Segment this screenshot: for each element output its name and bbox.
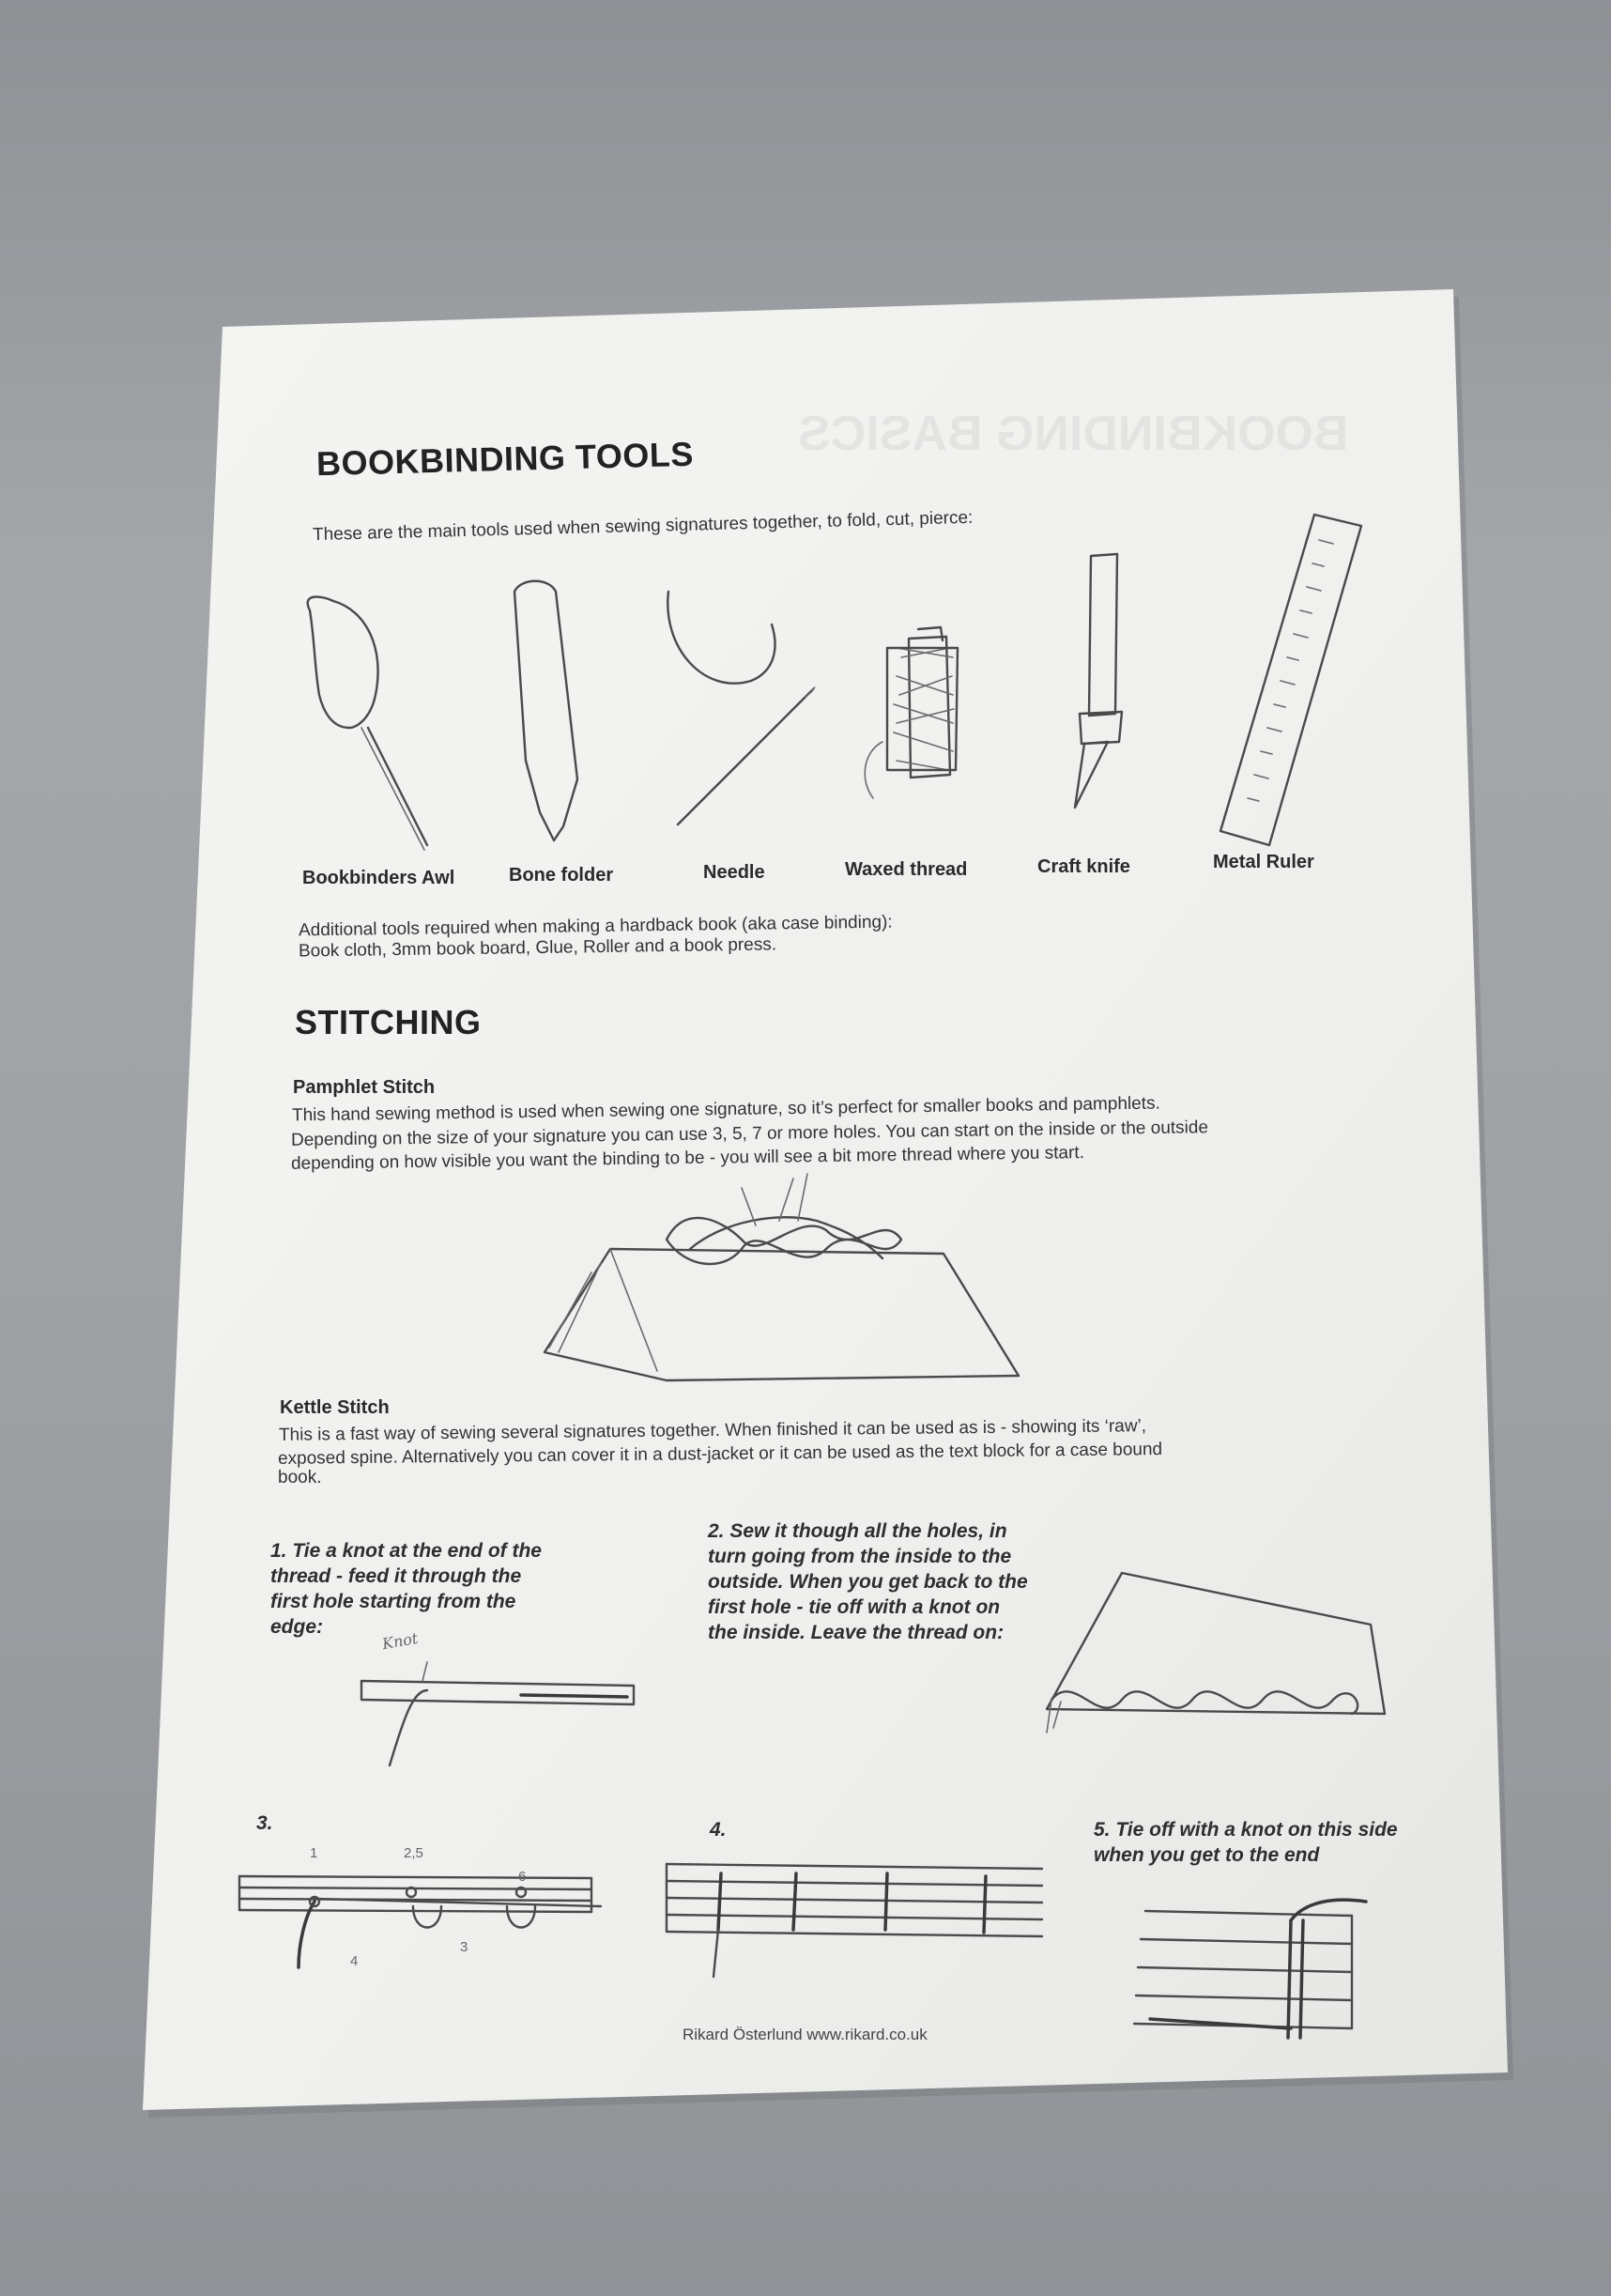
knot-mark: Knot	[380, 1628, 420, 1654]
tool-label-waxed-thread: Waxed thread	[845, 859, 968, 880]
pamphlet-line3: depending on how visible you want the binding to be - you will see a bit more thread where you start.	[290, 1143, 1085, 1174]
tool-label-needle: Needle	[703, 862, 765, 883]
footer-credit: Rikard Österlund www.rikard.co.uk	[683, 2026, 928, 2043]
mark-2-5: 2,5	[404, 1845, 423, 1861]
additional-tools-line1: Additional tools required when making a hardback book (aka case binding):	[298, 912, 893, 941]
step-3-sketch	[239, 1876, 601, 1967]
page-title: BOOKBINDING TOOLS	[315, 434, 695, 484]
step-4-sketch	[667, 1864, 1042, 1977]
step-2-text: 2. Sew it though all the holes, in turn going from the inside to the outside. When you get back to the first hole - tie off with a knot on the inside. Leave the thread on:	[708, 1520, 1028, 1643]
kettle-stitch-title: Kettle Stitch	[280, 1397, 390, 1418]
tool-label-craft-knife: Craft knife	[1037, 856, 1130, 877]
pamphlet-line1: This hand sewing method is used when sewing one signature, so it’s perfect for smaller books and pamphlets.	[291, 1093, 1160, 1126]
step-5-text: 5. Tie off with a knot on this side when you get to the end	[1094, 1819, 1398, 1866]
step-3-text: 3.	[256, 1812, 273, 1834]
show-through-text: BOOKBINDING BASICS	[798, 407, 1349, 461]
additional-tools-line2: Book cloth, 3mm book board, Glue, Roller and a book press.	[298, 934, 777, 962]
section-title-stitching: STITCHING	[295, 1003, 482, 1041]
kettle-line3: book.	[278, 1468, 322, 1487]
pamphlet-line2: Depending on the size of your signature you can use 3, 5, 7 or more holes. You can start on the inside or the outside	[290, 1117, 1209, 1150]
intro-text: These are the main tools used when sewing signatures together, to fold, cut, pierce:	[312, 507, 974, 546]
mark-4: 4	[350, 1953, 359, 1969]
step-2-sketch	[1047, 1573, 1385, 1733]
mark-6: 6	[518, 1869, 527, 1885]
kettle-line2: exposed spine. Alternatively you can cover it in a dust-jacket or it can be used as the text block for a case bound	[277, 1440, 1163, 1469]
tool-label-awl: Bookbinders Awl	[302, 868, 455, 888]
step-1-text: 1. Tie a knot at the end of the thread - feed it through the first hole starting from the edge:	[270, 1540, 542, 1638]
pamphlet-stitch-title: Pamphlet Stitch	[293, 1077, 436, 1098]
step-4-text: 4.	[710, 1819, 727, 1841]
step-5-sketch	[1134, 1900, 1366, 2038]
mark-1: 1	[310, 1845, 318, 1861]
step-1-sketch	[361, 1662, 634, 1765]
tool-label-metal-ruler: Metal Ruler	[1213, 852, 1314, 872]
mark-3: 3	[460, 1939, 468, 1955]
tool-label-bone-folder: Bone folder	[509, 865, 614, 886]
kettle-line1: This is a fast way of sewing several signatures together. When finished it can be used as is - showing its ‘raw’,	[278, 1416, 1147, 1445]
